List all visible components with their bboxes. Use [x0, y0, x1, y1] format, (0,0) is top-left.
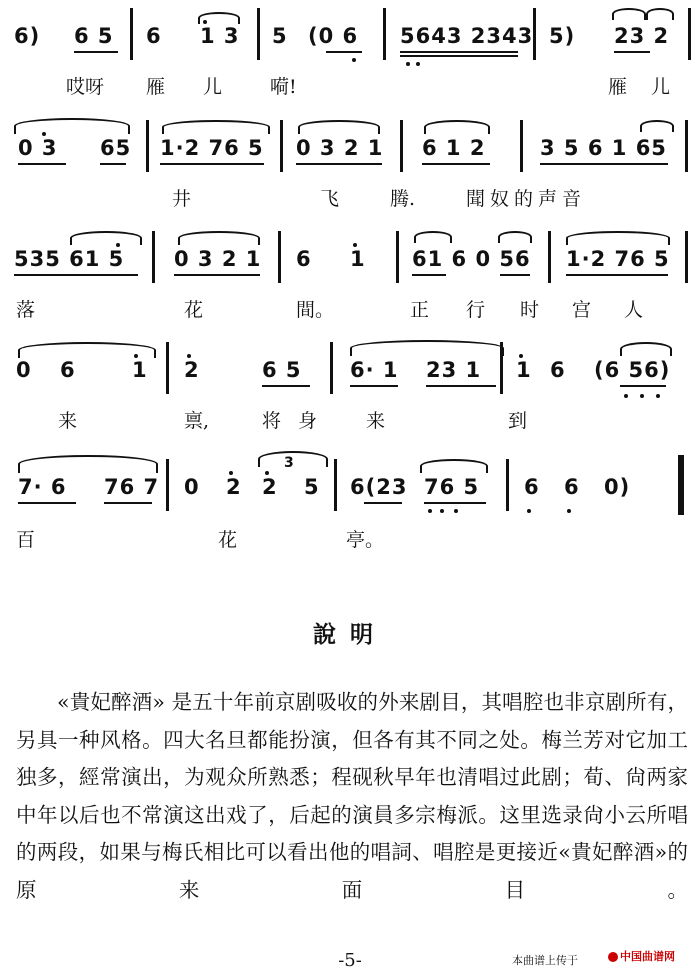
lyric: 雁 [146, 76, 166, 98]
note-group: 1 [350, 247, 366, 271]
note-group: 76 7 [104, 475, 160, 499]
lyric: 哎呀 [66, 76, 105, 98]
note-group: 6 1 2 [422, 136, 486, 160]
note-group: 6 [550, 358, 566, 382]
note-group: 6) [14, 24, 41, 48]
note-group: 0 [16, 358, 32, 382]
lyric: 儿 [651, 76, 671, 98]
site-logo[interactable] [608, 948, 675, 964]
lyric: 雁 [608, 76, 628, 98]
lyric: 間。 [296, 299, 335, 321]
note-group: 6 [296, 247, 312, 271]
note-group: 61 6 0 56 [412, 247, 531, 271]
lyric: 正 [410, 299, 430, 321]
note-group: 23 1 [426, 358, 482, 382]
explanation-paragraph [16, 684, 688, 909]
lyric: 将 [262, 410, 282, 432]
note-group: 6 5 [74, 24, 114, 48]
logo-icon [608, 952, 618, 962]
paragraph-text: «貴妃醉酒» 是五十年前京剧吸收的外来剧目，其唱腔也非京剧所有，另具一种风格。四大名旦都能扮演，但各有其不同之处。梅兰芳对它加工独多，經常演出，为观众所熟悉；程砚秋早年也清唱过此剧；荀、尙两家中年以后也不常演这出戏了，后起的演員多宗梅派。这里选录尙小云所唱的两段，如果与梅氏相比可以看出他的唱詞、唱腔是更接近«貴妃醉酒»的原来面目。 [16, 690, 688, 902]
lyric: 嗬! [270, 76, 297, 98]
note-group: 5) [549, 24, 576, 48]
lyric: 人 [624, 299, 644, 321]
note-group: 6 [524, 475, 540, 499]
note-group: 3 [284, 455, 295, 471]
note-group: 6· 1 [350, 358, 399, 382]
lyric: 花 [218, 529, 238, 551]
note-group: 0 3 2 1 [174, 247, 262, 271]
note-group: 6(23 [350, 475, 408, 499]
lyric: 腾. [390, 188, 416, 210]
lyric: 到 [508, 410, 528, 432]
note-group: 0 3 2 1 [296, 136, 384, 160]
note-group: 535 61 5 [14, 247, 125, 271]
note-group: 2 [226, 475, 242, 499]
note-group: 0) [604, 475, 631, 499]
note-group: 2 [262, 475, 278, 499]
lyric: 聞奴的声音 [466, 188, 587, 210]
note-group: 65 [100, 136, 132, 160]
lyric: 时 [520, 299, 540, 321]
lyric: 来 [58, 410, 78, 432]
note-group: 1 [132, 358, 148, 382]
note-group: 7· 6 [18, 475, 67, 499]
lyric: 亭。 [346, 529, 385, 551]
note-group: 6 [564, 475, 580, 499]
note-group: 0 3 [18, 136, 58, 160]
note-group: 23 2 [614, 24, 670, 48]
note-group: 6 5 [262, 358, 302, 382]
note-group: 1 3 [200, 24, 240, 48]
note-group: 5643 2343 [400, 24, 534, 48]
site-logo-text: 中国曲谱网 [620, 950, 675, 963]
score-row-4 [0, 334, 700, 432]
score-row-2 [0, 112, 700, 210]
note-group: 1 [516, 358, 532, 382]
note-group: 2 [184, 358, 200, 382]
note-group: 3 5 6 1 65 [540, 136, 667, 160]
note-group: 6 [146, 24, 162, 48]
bar-line [130, 8, 133, 60]
lyric: 儿 [203, 76, 223, 98]
lyric: 井 [172, 188, 192, 210]
note-group: 1·2 76 5 [566, 247, 670, 271]
page-number: -5- [338, 950, 362, 971]
lyric: 落 [16, 299, 36, 321]
note-group: 5 [272, 24, 288, 48]
note-group: (0 6 [308, 24, 359, 48]
lyric: 百 [16, 529, 36, 551]
score-row-5 [0, 445, 700, 551]
note-group: 5 [304, 475, 320, 499]
final-bar-line [678, 455, 684, 515]
note-group: 76 5 [424, 475, 480, 499]
score-row-3 [0, 223, 700, 321]
lyric: 花 [184, 299, 204, 321]
score-row-1 [0, 0, 700, 98]
note-group: 6 [60, 358, 76, 382]
lyric: 身 [298, 410, 318, 432]
lyric: 行 [466, 299, 486, 321]
lyric: 飞 [320, 188, 340, 210]
note-group: 1·2 76 5 [160, 136, 264, 160]
section-title: 說明 [313, 621, 387, 648]
note-group: 0 [184, 475, 200, 499]
note-group: (6 56) [594, 358, 671, 382]
lyric: 来 [366, 410, 386, 432]
lyric: 宫 [572, 299, 592, 321]
lyric: 禀, [184, 410, 210, 432]
upload-note: 本曲谱上传于 [512, 954, 578, 967]
